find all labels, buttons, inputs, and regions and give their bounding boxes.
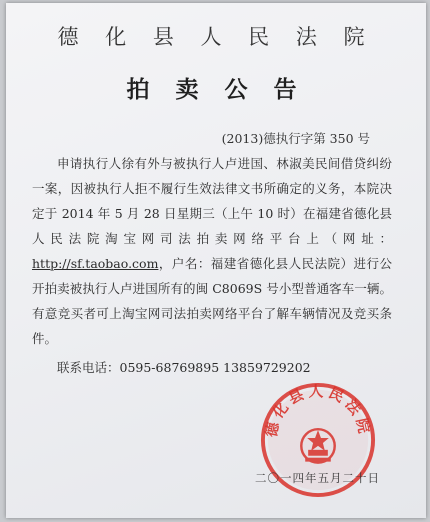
body-text-part1: 申请执行人徐有外与被执行人卢进国、林淑美民间借贷纠纷一案，因被执行人拒不履行生效法律文书所确定的义务，本院决定于 2014 年 5 月 28 日星期三（上午 10 时）在福建省德化县人民法院淘宝网司法拍卖网络平台上（网址： xyxy=(32,156,392,246)
notice-document xyxy=(6,3,426,518)
notice-paragraph xyxy=(32,151,392,351)
court-name: 德 化 县 人 民 法 院 xyxy=(57,25,375,49)
issue-date: 二〇一四年五月二十日 xyxy=(255,471,380,485)
body-text-part2: ，户名：福建省德化县人民法院）进行公开拍卖被执行人卢进国所有的闽 C8069S 号小型普通客车一辆。有意竞买者可上淘宝网司法拍卖网络平台了解车辆情况及竞买条件。 xyxy=(32,256,392,346)
auction-url-link[interactable]: http://sf.taobao.com xyxy=(32,256,159,271)
notice-body xyxy=(32,151,392,380)
svg-text:德化县人民法院: 德化县人民法院 xyxy=(262,382,374,439)
page-title: 拍 卖 公 告 xyxy=(126,76,306,103)
document-number: (2013)德执行字第 350 号 xyxy=(221,131,370,146)
contact-phone: 联系电话：0595-68769895 13859729202 xyxy=(57,360,311,375)
